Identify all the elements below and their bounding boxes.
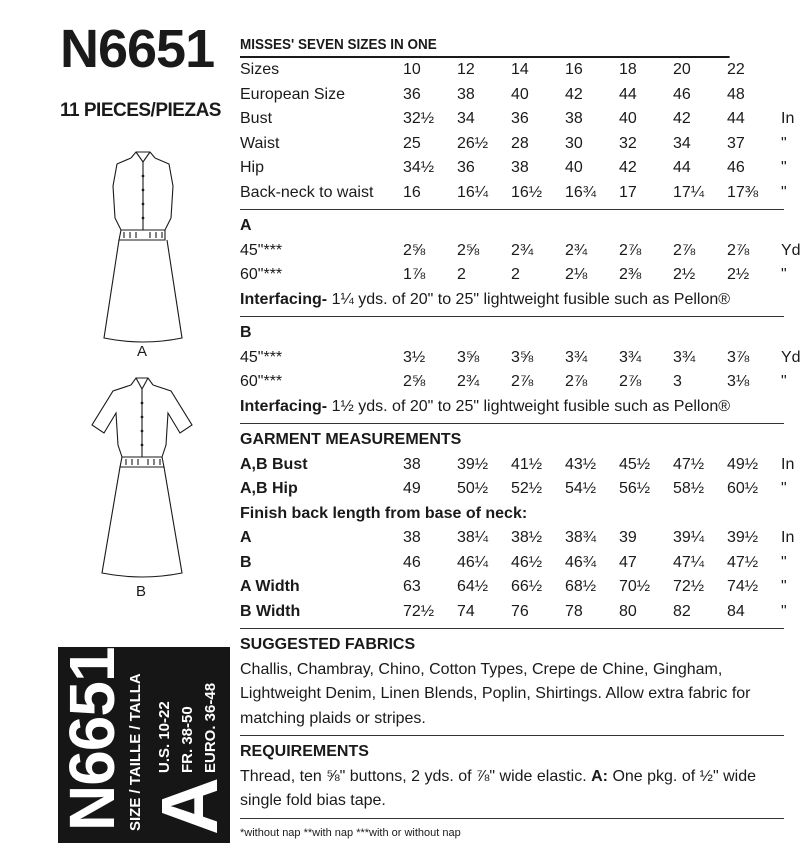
unit-cell [781,58,812,83]
row-label: Sizes [240,61,280,79]
view-a-heading: A [240,217,252,235]
row-label: European Size [240,85,345,103]
cell: 80 [619,602,637,620]
row-label: 60"*** [240,373,283,391]
cell: 2½ [727,266,750,284]
view-a-sketch [84,148,202,348]
row-label: 60"*** [240,266,283,284]
cell: 49 [403,480,421,498]
cell: 38¾ [565,529,597,547]
divider [240,818,784,819]
cell: 20 [673,61,691,79]
unit-cell: In [781,529,795,547]
cell: 3¾ [619,348,642,366]
cell: 3⅝ [511,348,534,366]
finish-length-heading: Finish back length from base of neck: [240,504,528,522]
cell: 2⅝ [403,373,426,391]
cell: 49½ [727,455,759,473]
cell: 36 [403,85,421,103]
envelope-size-letter: A [145,777,234,835]
unit-cell: " [781,578,787,596]
requirements-text-before: Thread, ten ⅝" buttons, 2 yds. of ⅞" wide elastic. [240,767,592,785]
garment-measurements-table [240,453,812,502]
cell: 28 [511,134,529,152]
cell: 22 [727,61,745,79]
cell: 41½ [511,455,543,473]
table-row [240,321,812,346]
row-label: Back-neck to waist [240,183,374,201]
cell: 47¼ [673,553,705,571]
unit-cell: Yd [781,348,801,366]
envelope-fr-sizes: FR. 38-50 [179,706,196,773]
cell: 2⅞ [673,241,696,259]
cell: 47½ [727,553,759,571]
cell: 2⅝ [403,241,426,259]
cell: 2¾ [457,373,480,391]
cell: 36 [457,159,475,177]
cell: 16 [565,61,583,79]
cell: 2 [457,266,466,284]
cell: 2 [511,266,520,284]
row-label: 45"*** [240,348,283,366]
cell: 38 [565,110,583,128]
cell: 44 [619,85,637,103]
unit-cell: " [781,266,787,284]
cell: 46 [403,553,421,571]
body-measurements-table [240,58,812,205]
cell: 42 [619,159,637,177]
row-label: A,B Hip [240,480,298,498]
cell: 82 [673,602,691,620]
table-row [240,477,812,502]
cell: 48 [727,85,745,103]
cell: 25 [403,134,421,152]
cell: 3⅛ [727,373,750,391]
row-label: Bust [240,110,273,128]
interfacing-text: 1¼ yds. of 20" to 25" lightweight fusible such as Pellon® [327,290,731,308]
requirements-view-label: A: [591,767,608,785]
footnote: *without nap **with nap ***with or without nap [240,826,461,839]
cell: 3⅞ [727,348,750,366]
unit-cell: " [781,134,787,152]
cell: 2⅞ [727,241,750,259]
cell: 2⅞ [619,373,642,391]
cell: 46 [673,85,691,103]
cell: 44 [673,159,691,177]
cell: 39½ [457,455,489,473]
view-a-label: A [137,343,148,360]
cell: 84 [727,602,745,620]
cell: 17⅜ [727,183,759,201]
cell: 2⅞ [565,373,588,391]
row-label: Hip [240,159,265,177]
cell: 38 [511,159,529,177]
row-label: A Width [240,578,300,596]
cell: 46¾ [565,553,597,571]
cell: 42 [673,110,691,128]
cell: 72½ [403,602,435,620]
cell: 3¾ [673,348,696,366]
cell: 68½ [565,578,597,596]
cell: 18 [619,61,637,79]
cell: 16¾ [565,183,597,201]
cell: 38¼ [457,529,489,547]
cell: 3 [673,373,682,391]
unit-cell [781,83,812,108]
divider [240,209,784,210]
cell: 66½ [511,578,543,596]
view-b-label: B [136,583,147,600]
envelope-us-sizes: U.S. 10-22 [156,701,173,773]
divider [240,735,784,736]
cell: 76 [511,602,529,620]
interfacing-label: Interfacing- [240,290,328,308]
unit-cell: Yd [781,241,801,259]
cell: 40 [511,85,529,103]
table-row [240,58,812,83]
view-b-heading: B [240,324,252,342]
envelope-euro-sizes: EURO. 36-48 [202,682,219,773]
cell: 38½ [511,529,543,547]
view-b-yardage-table [240,321,812,395]
cell: 2¾ [565,241,588,259]
cell: 34½ [403,159,435,177]
size-chart [240,36,801,839]
cell: 63 [403,578,421,596]
unit-cell: " [781,373,787,391]
cell: 2⅝ [457,241,480,259]
cell: 74½ [727,578,759,596]
cell: 14 [511,61,529,79]
cell: 40 [565,159,583,177]
table-row [240,453,812,478]
row-label: A [240,529,252,547]
table-row [240,132,812,157]
table-row [240,156,812,181]
divider [240,628,784,629]
cell: 2⅜ [619,266,642,284]
cell: 47 [619,553,637,571]
cell: 46¼ [457,553,489,571]
cell: 17 [619,183,637,201]
cell: 60½ [727,480,759,498]
envelope-size-block [56,647,234,843]
row-label: Waist [240,134,280,152]
requirements-text-after: One pkg. of ½" wide single fold bias tape. [240,767,756,809]
table-row [240,526,812,551]
view-a-interfacing [240,288,784,313]
cell: 34 [457,110,475,128]
table-row [240,346,812,371]
cell: 45½ [619,455,651,473]
row-label: B [240,553,252,571]
divider [240,423,784,424]
cell: 1⅞ [403,266,426,284]
fabrics-heading: SUGGESTED FABRICS [240,636,416,653]
cell: 38 [403,529,421,547]
cell: 40 [619,110,637,128]
cell: 52½ [511,480,543,498]
cell: 43½ [565,455,597,473]
cell: 2⅞ [511,373,534,391]
view-b-interfacing [240,395,784,420]
pattern-number: N6651 [60,19,215,79]
cell: 39½ [727,529,759,547]
cell: 2⅛ [565,266,588,284]
cell: 39¼ [673,529,705,547]
pieces-label: 11 PIECES/PIEZAS [60,100,221,121]
cell: 78 [565,602,583,620]
unit-cell: In [781,110,795,128]
divider [240,316,784,317]
cell: 10 [403,61,421,79]
cell: 3⅝ [457,348,480,366]
requirements-heading: REQUIREMENTS [240,743,369,760]
unit-cell: " [781,553,787,571]
unit-cell: " [781,183,787,201]
cell: 50½ [457,480,489,498]
cell: 54½ [565,480,597,498]
cell: 70½ [619,578,651,596]
cell: 2¾ [511,241,534,259]
garment-measurements-heading: GARMENT MEASUREMENTS [240,431,462,448]
table-row [240,370,812,395]
cell: 56½ [619,480,651,498]
cell: 72½ [673,578,705,596]
table-row [240,600,812,625]
unit-cell: " [781,159,787,177]
table-row [240,263,812,288]
unit-cell: In [781,455,795,473]
cell: 16¼ [457,183,489,201]
requirements-text [240,765,784,814]
finish-length-table [240,526,812,624]
interfacing-label: Interfacing- [240,397,328,415]
cell: 42 [565,85,583,103]
row-label: B Width [240,602,301,620]
table-row [240,551,812,576]
cell: 32 [619,134,637,152]
envelope-size-line: SIZE / TAILLE / TALLA [127,673,144,831]
cell: 47½ [673,455,705,473]
cell: 37 [727,134,745,152]
cell: 39 [619,529,637,547]
table-row [240,575,812,600]
unit-cell: " [781,480,787,498]
chart-title: MISSES' SEVEN SIZES IN ONE [240,36,730,58]
table-row [240,239,812,264]
table-row [240,214,812,239]
interfacing-text: 1½ yds. of 20" to 25" lightweight fusible such as Pellon® [327,397,731,415]
cell: 2½ [673,266,696,284]
row-label: 45"*** [240,241,283,259]
cell: 74 [457,602,475,620]
cell: 46½ [511,553,543,571]
cell: 17¼ [673,183,705,201]
cell: 12 [457,61,475,79]
cell: 30 [565,134,583,152]
cell: 44 [727,110,745,128]
cell: 3½ [403,348,426,366]
cell: 36 [511,110,529,128]
cell: 16 [403,183,421,201]
unit-cell: " [781,602,787,620]
cell: 64½ [457,578,489,596]
table-row [240,107,812,132]
cell: 16½ [511,183,543,201]
table-row [240,83,812,108]
cell: 26½ [457,134,489,152]
fabrics-text: Challis, Chambray, Chino, Cotton Types, Crepe de Chine, Gingham, Lightweight Denim, Linen Blends, Poplin, Shirtings. Allow extra fabric for matching plaids or stripes. [240,660,751,727]
cell: 46 [727,159,745,177]
cell: 3¾ [565,348,588,366]
row-label: A,B Bust [240,455,308,473]
cell: 34 [673,134,691,152]
cell: 38 [457,85,475,103]
view-a-yardage-table [240,214,812,288]
cell: 32½ [403,110,435,128]
view-b-sketch [78,373,206,583]
cell: 2⅞ [619,241,642,259]
cell: 38 [403,455,421,473]
cell: 58½ [673,480,705,498]
envelope-pattern-number: N6651 [56,647,128,831]
table-row [240,181,812,206]
